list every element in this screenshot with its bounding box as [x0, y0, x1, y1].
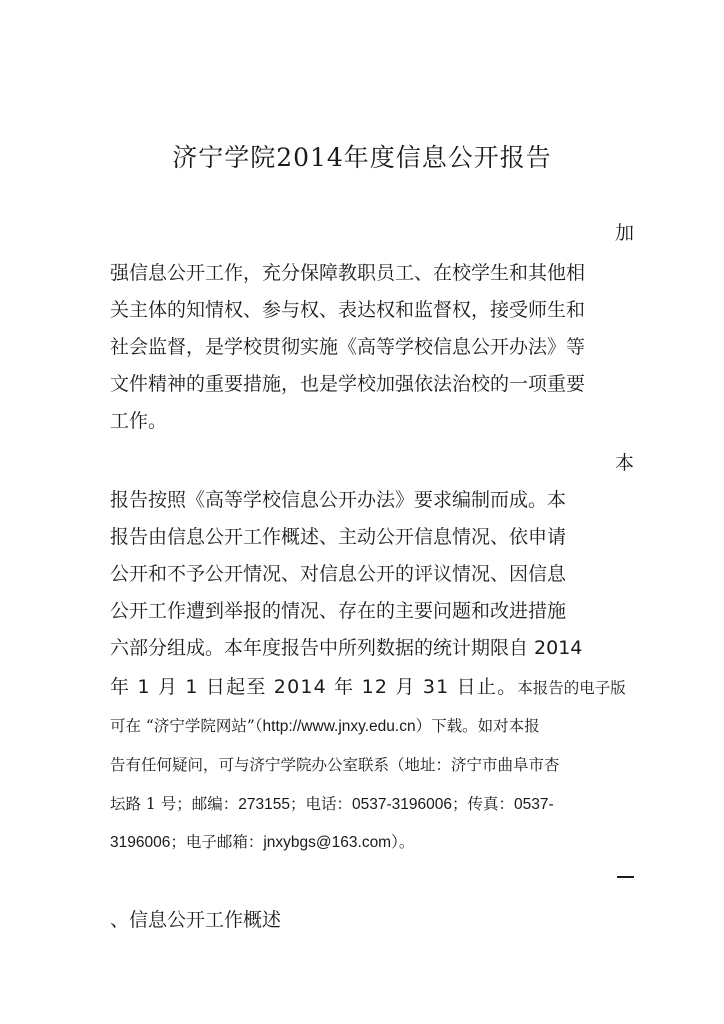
email-label: ；电子邮箱： — [170, 833, 264, 851]
fax-number-start: 0537- — [513, 796, 554, 813]
electronic-version-note: 本报告的电子版 — [517, 679, 626, 697]
para1-lead-char: 加 — [614, 222, 634, 244]
fax-number-end: 3196006 — [110, 834, 171, 851]
para1-line: 强信息公开工作，充分保障教职员工、在校学生和其他相 — [110, 262, 586, 284]
para2-line — [110, 792, 554, 814]
section1-heading: 、信息公开工作概述 — [110, 909, 282, 931]
para2-line: 告有任何疑问，可与济宁学院办公室联系（地址：济宁市曲阜市杏 — [110, 756, 560, 774]
fax-label: ；传真： — [451, 795, 514, 813]
page-title: 济宁学院2014年度信息公开报告 — [172, 143, 552, 172]
para2-line: 公开和不予公开情况、对信息公开的评议情况、因信息 — [110, 563, 567, 585]
statistics-period: 年 1 月 1 日起至 2014 年 12 月 31 日止。 — [110, 676, 518, 698]
para1-line: 社会监督，是学校贯彻实施《高等学校信息公开办法》等 — [110, 336, 586, 358]
phone-number: 0537-3196006 — [351, 796, 452, 813]
para2-line — [110, 714, 540, 736]
para2-line: 报告按照《高等学校信息公开办法》要求编制而成。本 — [110, 489, 567, 511]
para2-lead-char: 本 — [614, 452, 634, 474]
website-link[interactable]: http://www.jnxy.edu.cn — [262, 718, 416, 735]
para2-line: 报告由信息公开工作概述、主动公开信息情况、依申请 — [110, 526, 567, 548]
email-link[interactable]: jnxybgs@163.com — [263, 834, 392, 851]
para2-line: 公开工作遭到举报的情况、存在的主要问题和改进措施 — [110, 600, 567, 622]
postcode: 273155 — [238, 796, 290, 813]
para1-line: 关主体的知情权、参与权、表达权和监督权，接受师生和 — [110, 299, 586, 321]
download-text: 可在 “济宁学院网站”（ — [110, 717, 263, 735]
para1-line: 工作。 — [110, 410, 168, 432]
para2-line: 六部分组成。本年度报告中所列数据的统计期限自 2014 — [110, 637, 583, 659]
section1-number — [617, 876, 634, 878]
para2-line — [110, 672, 626, 699]
para2-line — [110, 830, 414, 852]
download-text-tail: ）下载。如对本报 — [415, 717, 540, 735]
para1-line: 文件精神的重要措施，也是学校加强依法治校的一项重要 — [110, 373, 586, 395]
phone-label: ；电话： — [289, 795, 352, 813]
closing-paren: ）。 — [391, 833, 415, 851]
address-text: 坛路 1 号；邮编： — [110, 795, 239, 813]
